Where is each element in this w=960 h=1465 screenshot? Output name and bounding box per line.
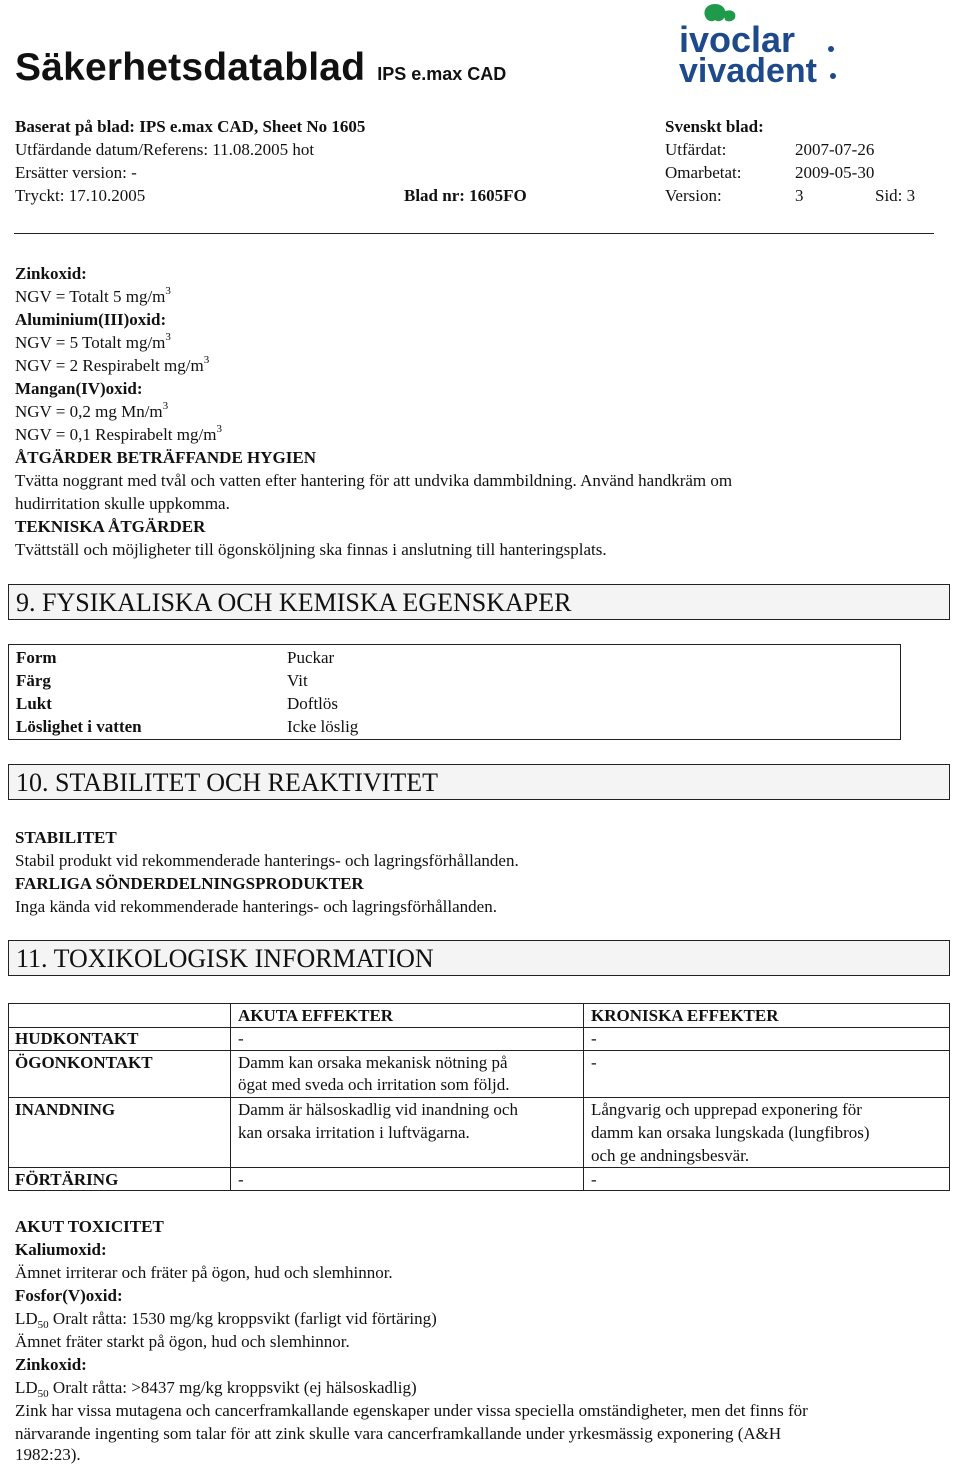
potassium-oxide-label: Kaliumoxid: (15, 1240, 107, 1259)
logo-line1: ivoclar (679, 19, 796, 60)
phosphorus-oxide-text: Ämnet fräter starkt på ögon, hud och slemhinnor. (15, 1332, 350, 1351)
manganese-ngv-respirable: NGV = 0,1 Respirabelt $mg/m^3$ (15, 423, 222, 444)
acute-effect: - (238, 1170, 244, 1189)
table-border (8, 1027, 950, 1028)
table-border (8, 1050, 950, 1051)
manganese-oxide-label: Mangan(IV)oxid: (15, 379, 143, 398)
revised-label: Omarbetat: (665, 163, 742, 182)
chronic-effect: och ge andningsbesvär. (591, 1146, 750, 1165)
aluminium-oxide-label: Aluminium(III)oxid: (15, 310, 167, 329)
header-divider (14, 233, 934, 234)
property-value: Puckar (287, 648, 335, 667)
product-name: IPS e.max CAD (377, 64, 507, 84)
zinc-text-line2: närvarande ingenting som talar för att zink skulle vara cancerframkallande under yrkesmässig exponering (A&H (15, 1424, 782, 1443)
acute-effect: Damm är hälsoskadlig vid inandning och (238, 1100, 518, 1119)
logo-line2: vivadent (679, 52, 817, 88)
table-border (8, 1097, 950, 1098)
acute-effects-header: AKUTA EFFEKTER (238, 1006, 394, 1025)
route-inhalation: INANDNING (15, 1100, 116, 1119)
property-value: Vit (287, 671, 308, 690)
acute-toxicity-heading: AKUT TOXICITET (15, 1217, 164, 1236)
section-10-heading-box (8, 764, 950, 800)
zinc-text-line3: 1982:23). (15, 1445, 81, 1464)
chronic-effect: - (591, 1053, 597, 1072)
printed-date: Tryckt: 17.10.2005 (15, 186, 146, 205)
zinc-oxide-label: Zinkoxid: (15, 264, 87, 283)
ivoclar-vivadent-logo (675, 2, 845, 88)
replaces-version: Ersätter version: - (15, 163, 137, 182)
acute-effect: Damm kan orsaka mekanisk nötning på (238, 1053, 508, 1072)
manganese-ngv-mn: NGV = 0,2 mg $Mn/m^3$ (15, 400, 169, 421)
page-number: Sid: 3 (875, 186, 916, 205)
hygiene-text-line2: hudirritation skulle uppkomma. (15, 494, 230, 513)
property-value: Doftlös (287, 694, 338, 713)
stability-text: Stabil produkt vid rekommenderade hanterings- och lagringsförhållanden. (15, 851, 519, 870)
logo-graphic (675, 2, 845, 88)
potassium-oxide-text: Ämnet irriterar och fräter på ögon, hud och slemhinnor. (15, 1263, 393, 1282)
phosphorus-oxide-label: Fosfor(V)oxid: (15, 1286, 123, 1305)
table-border (583, 1003, 584, 1191)
zinc-ngv-line: NGV = Totalt 5 $mg/m^3$ (15, 285, 171, 306)
chronic-effect: damm kan orsaka lungskada (lungfibros) (591, 1123, 870, 1142)
physical-properties-table (8, 644, 901, 740)
revised-date: 2009-05-30 (795, 163, 875, 182)
section-11-heading-box (8, 940, 950, 976)
hygiene-heading: ÅTGÄRDER BETRÄFFANDE HYGIEN (15, 448, 316, 467)
property-label: Löslighet i vatten (16, 717, 142, 736)
chronic-effect: - (591, 1170, 597, 1189)
hygiene-text-line1: Tvätta noggrant med tvål och vatten efter hantering för att undvika dammbildning. Använd handkräm om (15, 471, 733, 490)
aluminium-ngv-total: NGV = 5 Totalt $mg/m^3$ (15, 331, 171, 352)
sheet-number: Blad nr: 1605FO (404, 186, 527, 205)
route-skin: HUDKONTAKT (15, 1029, 139, 1048)
technical-measures-heading: TEKNISKA ÅTGÄRDER (15, 517, 206, 536)
zinc-text-line1: Zink har vissa mutagena och cancerframkallande egenskaper under vissa speciella omständigheter, men det finns för (15, 1401, 808, 1420)
section-9-heading: 9. FYSIKALISKA OCH KEMISKA EGENSKAPER (16, 588, 572, 617)
table-border (8, 1003, 950, 1004)
based-on-sheet: Baserat på blad: IPS e.max CAD, Sheet No 1605 (15, 117, 366, 136)
table-border (8, 1003, 9, 1191)
zinc-ld50-line: $LD_{50}$ Oralt råtta: >8437 mg/kg kroppsvikt (ej hälsoskadlig) (15, 1378, 417, 1400)
acute-effect: kan orsaka irritation i luftvägarna. (238, 1123, 470, 1142)
decomposition-text: Inga kända vid rekommenderade hanterings- och lagringsförhållanden. (15, 897, 497, 916)
document-title: Säkerhetsdatablad (15, 46, 366, 89)
acute-effect: - (238, 1029, 244, 1048)
section-10-heading: 10. STABILITET OCH REAKTIVITET (16, 768, 439, 797)
version-number: 3 (795, 186, 804, 205)
acute-effect: ögat med sveda och irritation som följd. (238, 1075, 510, 1094)
issued-label: Utfärdat: (665, 140, 727, 159)
version-label: Version: (665, 186, 722, 205)
table-border (8, 1190, 950, 1191)
route-eye: ÖGONKONTAKT (15, 1053, 153, 1072)
section-11-heading: 11. TOXIKOLOGISK INFORMATION (16, 944, 434, 973)
issued-date: 2007-07-26 (795, 140, 875, 159)
technical-measures-text: Tvättställ och möjligheter till ögonsköljning ska finnas i anslutning till hanteringsplats. (15, 540, 607, 559)
issue-reference: Utfärdande datum/Referens: 11.08.2005 hot (15, 140, 315, 159)
route-ingestion: FÖRTÄRING (15, 1170, 119, 1189)
zinc-oxide-tox-label: Zinkoxid: (15, 1355, 87, 1374)
aluminium-ngv-respirable: NGV = 2 Respirabelt $mg/m^3$ (15, 354, 210, 375)
property-value: Icke löslig (287, 717, 359, 736)
chronic-effect: - (591, 1029, 597, 1048)
chronic-effects-header: KRONISKA EFFEKTER (591, 1006, 779, 1025)
table-border (949, 1003, 950, 1191)
phosphorus-ld50-line: $LD_{50}$ Oralt råtta: 1530 mg/kg kroppsvikt (farligt vid förtäring) (15, 1309, 437, 1331)
property-label: Form (16, 648, 57, 667)
property-label: Färg (16, 671, 51, 690)
table-border (230, 1003, 231, 1191)
document-title-block (15, 46, 506, 90)
section-9-heading-box (8, 584, 950, 620)
swedish-sheet-label: Svenskt blad: (665, 117, 764, 136)
chronic-effect: Långvarig och upprepad exponering för (591, 1100, 862, 1119)
decomposition-heading: FARLIGA SÖNDERDELNINGSPRODUKTER (15, 874, 364, 893)
stability-heading: STABILITET (15, 828, 117, 847)
toxicology-effects-table (8, 1003, 950, 1191)
property-label: Lukt (16, 694, 52, 713)
table-border (8, 1167, 950, 1168)
